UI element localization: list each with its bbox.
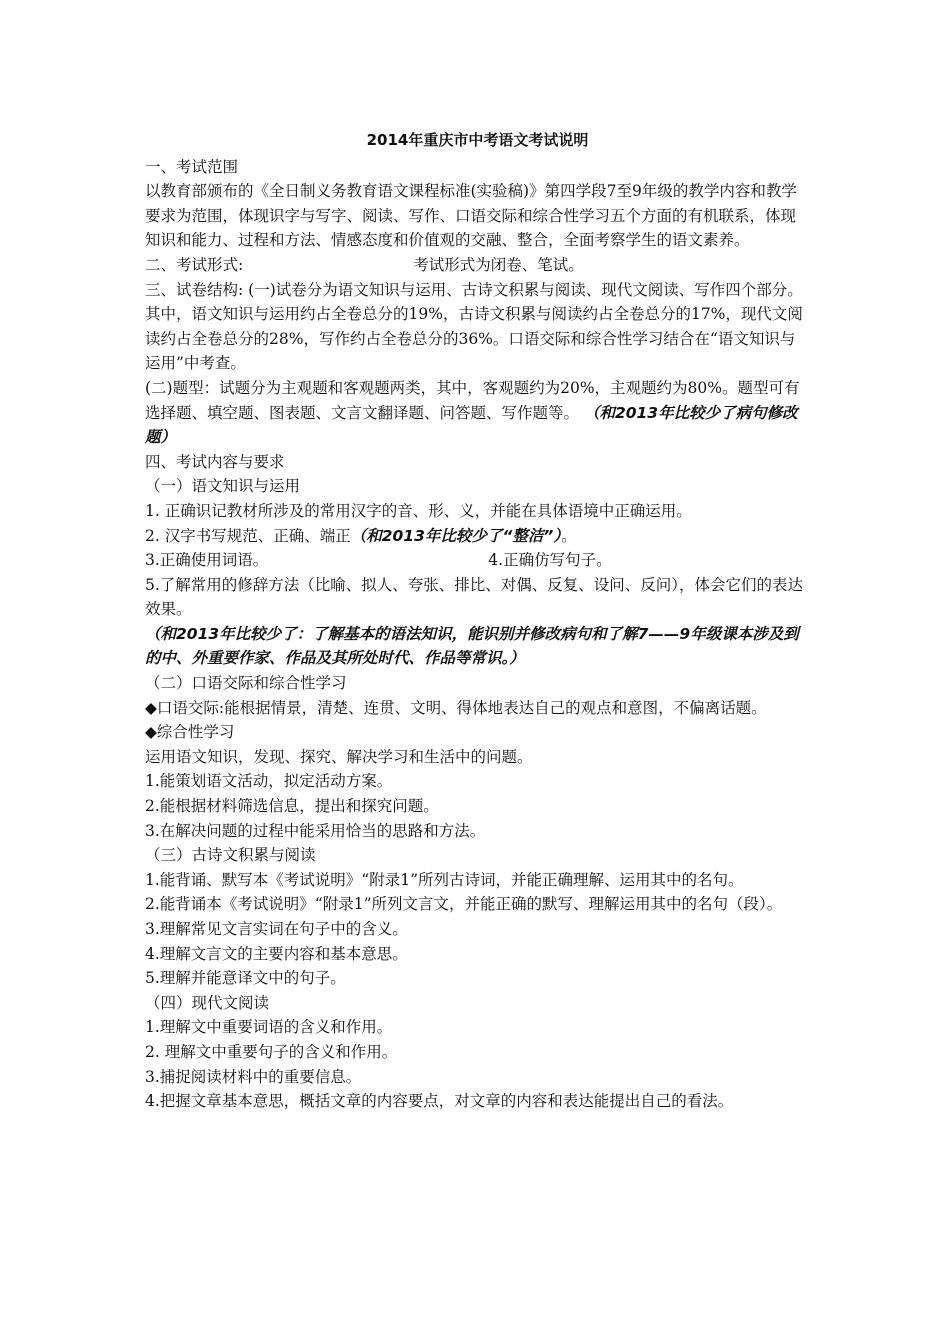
section-1-heading: 一、考试范围 [145,157,239,176]
section-3-2-note: （和2013年比较少了病句修改题） [145,403,798,447]
document-page [145,128,810,1114]
part-2-oral: ◆口语交际:能根据情景，清楚、连贯、文明、得体地表达自己的观点和意图，不偏离话题。 [145,698,767,717]
part-2-heading: （二）口语交际和综合性学习 [145,674,347,693]
section-2-line [145,253,810,278]
part-2-item-1: 1.能策划语文活动，拟定活动方案。 [145,772,393,791]
part-1-item-5: 5.了解常用的修辞方法（比喻、拟人、夸张、排比、对偶、反复、设问、反问），体会它们的表达效果。 [145,575,804,619]
part-3-item-2: 2.能背诵本《考试说明》“附录1”所列文言文，并能正确的默写、理解运用其中的名句（段）。 [145,895,783,914]
section-3-body: 三、试卷结构: (一)试卷分为语文知识与运用、古诗文积累与阅读、现代文阅读、写作四个部分。其中，语文知识与运用约占全卷总分的19%，古诗文积累与阅读约占全卷总分的17%，现代文阅读约占全卷总分的28%，写作约占全卷总分的36%。口语交际和综合性学习结合在“语文知识与运用”中考查。 [145,280,803,373]
part-3-item-1: 1.能背诵、默写本《考试说明》“附录1”所列古诗词，并能正确理解、运用其中的名句。 [145,870,744,889]
section-2-body: 考试形式为闭卷、笔试。 [413,255,584,274]
part-1-item-1: 1. 正确识记教材所涉及的常用汉字的音、形、义，并能在具体语境中正确运用。 [145,501,692,520]
section-4-heading: 四、考试内容与要求 [145,452,285,471]
part-2-comprehensive-heading: ◆综合性学习 [145,723,235,742]
part-3-heading: （三）古诗文积累与阅读 [145,846,316,865]
part-4-heading: （四）现代文阅读 [145,993,270,1012]
section-2-heading: 二、考试形式: [145,255,244,274]
part-1-item-2-note: （和2013年比较少了“整洁”） [350,526,562,545]
part-1-items-3-4 [145,548,810,573]
part-2-comprehensive-body: 运用语文知识，发现、探究、解决学习和生活中的问题。 [145,747,533,766]
part-1-heading: （一）语文知识与运用 [145,477,301,496]
section-3-2-body: (二)题型：试题分为主观题和客观题两类，其中，客观题约为20%，主观题约为80%。题型可有选择题、填空题、图表题、文言文翻译题、问答题、写作题等。 [145,378,800,422]
part-2-item-2: 2.能根据材料筛选信息，提出和探究问题。 [145,797,439,816]
part-1-note: （和2013年比较少了：了解基本的语法知识，能识别并修改病句和了解7——9年级课本涉及到的中、外重要作家、作品及其所处时代、作品等常识。） [145,624,799,668]
part-1-item-4: 4.正确仿写句子。 [488,551,612,570]
section-3-2-paragraph [145,376,810,450]
part-3-item-5: 5.理解并能意译文中的句子。 [145,969,346,988]
part-4-item-3: 3.捕捉阅读材料中的重要信息。 [145,1067,362,1086]
part-1-item-2: 2. 汉字书写规范、正确、端正（和2013年比较少了“整洁”）。 [145,526,577,545]
part-2-item-3: 3.在解决问题的过程中能采用恰当的思路和方法。 [145,821,486,840]
part-4-item-1: 1.理解文中重要词语的含义和作用。 [145,1018,393,1037]
part-3-item-4: 4.理解文言文的主要内容和基本意思。 [145,944,408,963]
part-4-item-4: 4.把握文章基本意思，概括文章的内容要点，对文章的内容和表达能提出自己的看法。 [145,1092,734,1111]
part-1-item-3: 3.正确使用词语。 [145,551,269,570]
part-4-item-2: 2. 理解文中重要句子的含义和作用。 [145,1042,398,1061]
part-3-item-3: 3.理解常见文言实词在句子中的含义。 [145,920,408,938]
section-1-body: 以教育部颁布的《全日制义务教育语文课程标准(实验稿)》第四学段7至9年级的教学内容和教学要求为范围，体现识字与写字、阅读、写作、口语交际和综合性学习五个方面的有机联系，体现知识和能力、过程和方法、情感态度和价值观的交融、整合，全面考察学生的语文素养。 [145,182,797,250]
document-title: 2014年重庆市中考语文考试说明 [366,131,589,149]
